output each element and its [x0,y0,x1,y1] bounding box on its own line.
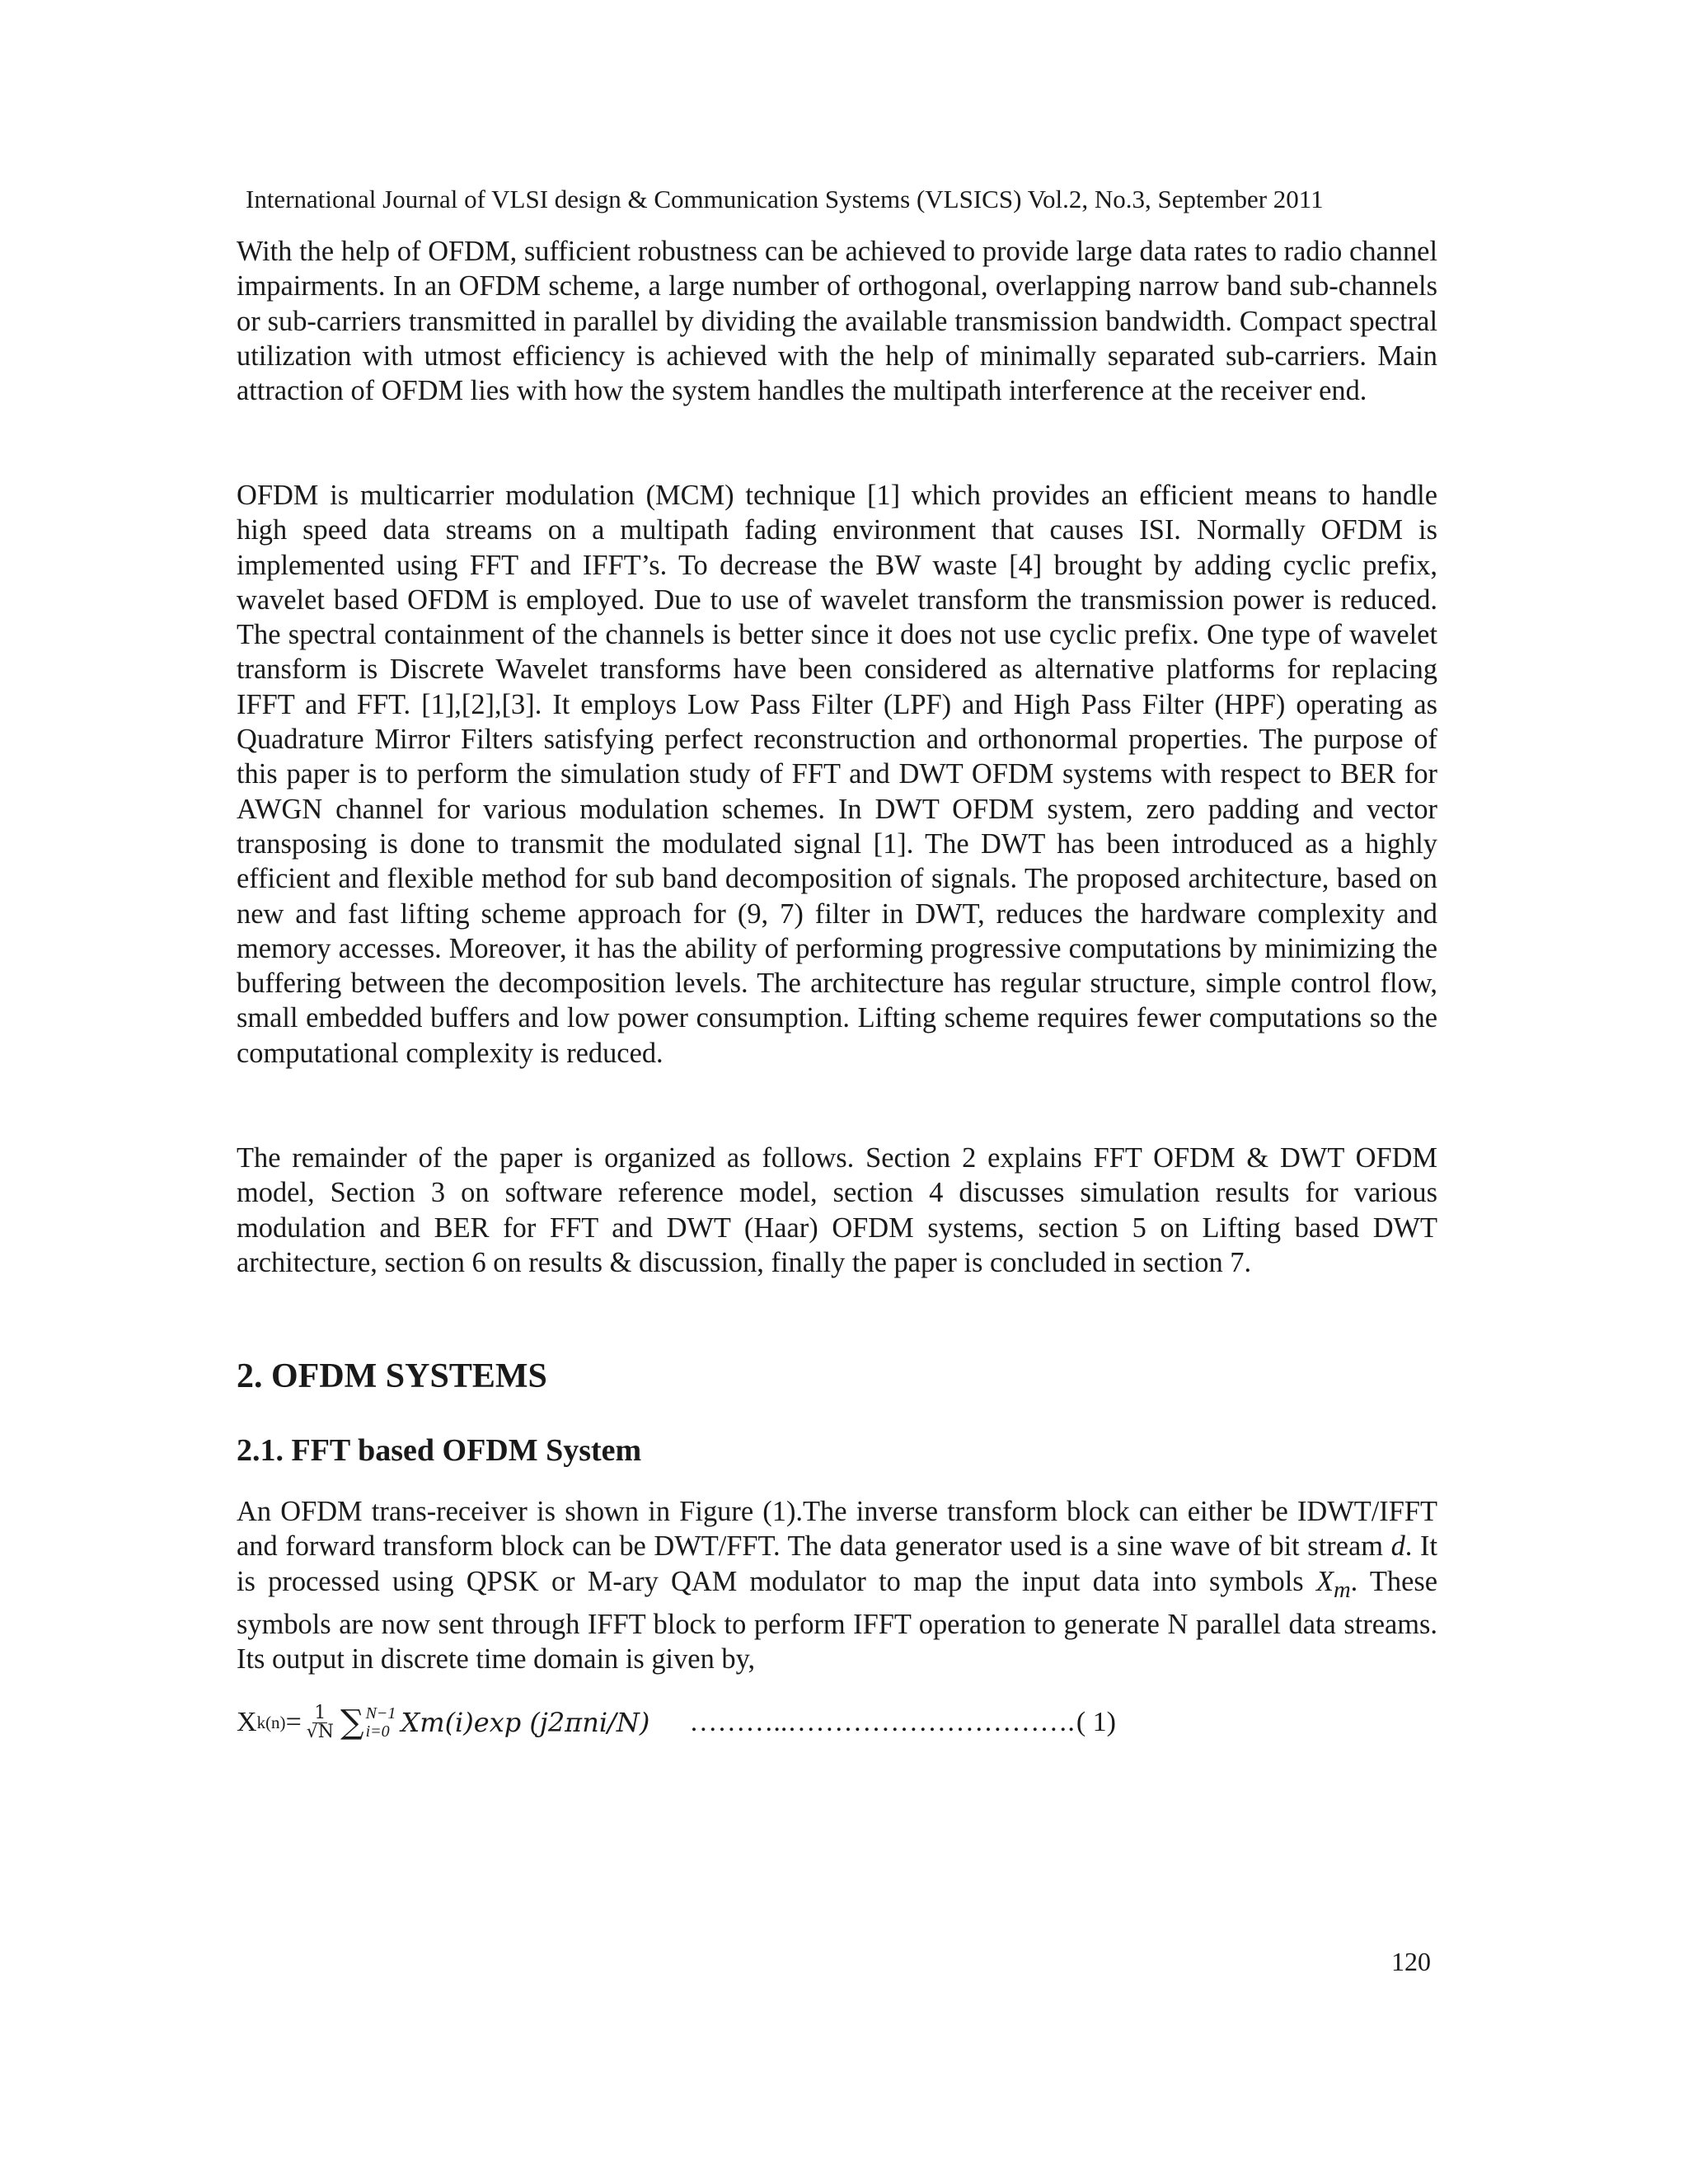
variable-xm-base: X [1315,1565,1334,1597]
subsection-heading: 2.1. FFT based OFDM System [237,1433,642,1468]
variable-xm-sub: m [1333,1576,1351,1603]
equation-summation [340,1698,396,1747]
paragraph-text [237,1494,1437,1676]
summation-sign: ∑ [340,1704,364,1741]
paragraph-text-part: An OFDM trans-receiver is shown in Figure (1).The inverse transform block can either be IDWT/IFFT and forward transform block can be DWT/FFT. The data generator used is a sine wave of bit stream [237,1496,1437,1563]
variable-xm [1315,1565,1351,1603]
equation-1 [237,1698,1116,1747]
equation-lhs: X [237,1707,257,1737]
equation-fraction [305,1704,335,1741]
summation-upper-limit: N−1 [365,1704,396,1722]
summation-limits [366,1704,396,1741]
section-heading: 2. OFDM SYSTEMS [237,1357,547,1395]
variable-d: d [1390,1530,1405,1563]
paragraph-text-part: . These symbols are now sent through IFFT block to perform IFFT operation to generate N parallel data streams. Its output in discrete time domain is given by, [237,1565,1437,1675]
paragraph-text: The remainder of the paper is organized as follows. Section 2 explains FFT OFDM & DWT OFDM model, Section 3 on software reference model, section 4 discusses simulation results for various modulation and BER for FFT and DWT (Haar) OFDM systems, section 5 on Lifting based DWT architecture, section 6 on results & discussion, finally the paper is concluded in section 7. [237,1142,1437,1278]
running-header: International Journal of VLSI design & Communication Systems (VLSICS) Vol.2, No.3, September 2011 [246,185,1324,213]
body-paragraph-4 [237,1494,1437,1676]
paragraph-text: OFDM is multicarrier modulation (MCM) technique [1] which provides an efficient means to handle high speed data streams on a multipath fading environment that causes ISI. Normally OFDM is implemented using FFT and IFFT’s. To decrease the BW waste [4] brought by adding cyclic prefix, wavelet based OFDM is employed. Due to use of wavelet transform the transmission power is reduced. The spectral containment of the channels is better since it does not use cyclic prefix. One type of wavelet transform is Discrete Wavelet transforms have been considered as alternative platforms for replacing IFFT and FFT. [1],[2],[3]. It employs Low Pass Filter (LPF) and High Pass Filter (HPF) operating as Quadrature Mirror Filters satisfying perfect reconstruction and orthonormal properties. The purpose of this paper is to perform the simulation study of FFT and DWT OFDM systems with respect to BER for AWGN channel for various modulation schemes. In DWT OFDM system, zero padding and vector transposing is done to transmit the modulated signal [1]. The DWT has been introduced as a highly efficient and flexible method for sub band decomposition of signals. The proposed architecture, based on new and fast lifting scheme approach for (9, 7) filter in DWT, reduces the hardware complexity and memory accesses. Moreover, it has the ability of performing progressive computations by minimizing the buffering between the decomposition levels. The architecture has regular structure, simple control flow, small embedded buffers and low power consumption. Lifting scheme requires fewer computations so the computational complexity is reduced. [237,480,1437,1069]
body-paragraph-3 [237,1141,1437,1280]
paragraph-text-part: . It is processed using QPSK or M-ary QAM modulator to map the input data into symbols [237,1530,1438,1597]
body-paragraph-2 [237,478,1437,1071]
summation-lower-limit: i=0 [365,1722,390,1741]
equation-lhs-subscript: k(n) [256,1713,286,1732]
paragraph-text: With the help of OFDM, sufficient robustness can be achieved to provide large data rates to radio channel impairments. In an OFDM scheme, a large number of orthogonal, overlapping narrow band sub-channels or sub-carriers transmitted in parallel by dividing the available transmission bandwidth. Compact spectral utilization with utmost efficiency is achieved with the help of minimally separated sub-carriers. Main attraction of OFDM lies with how the system handles the multipath interference at the receiver end. [237,236,1437,407]
equation-body: Xm(i)exp (j2πni/N) [401,1707,650,1738]
equation-number: ( 1) [1076,1707,1116,1737]
equation-leader-dots: ………..…………………………. [689,1707,1075,1737]
body-paragraph-1 [237,234,1437,408]
equation-equals: = [285,1707,302,1737]
fraction-denominator: √N [306,1721,335,1742]
page-number: 120 [1391,1947,1431,1976]
fraction-numerator: 1 [314,1702,326,1723]
